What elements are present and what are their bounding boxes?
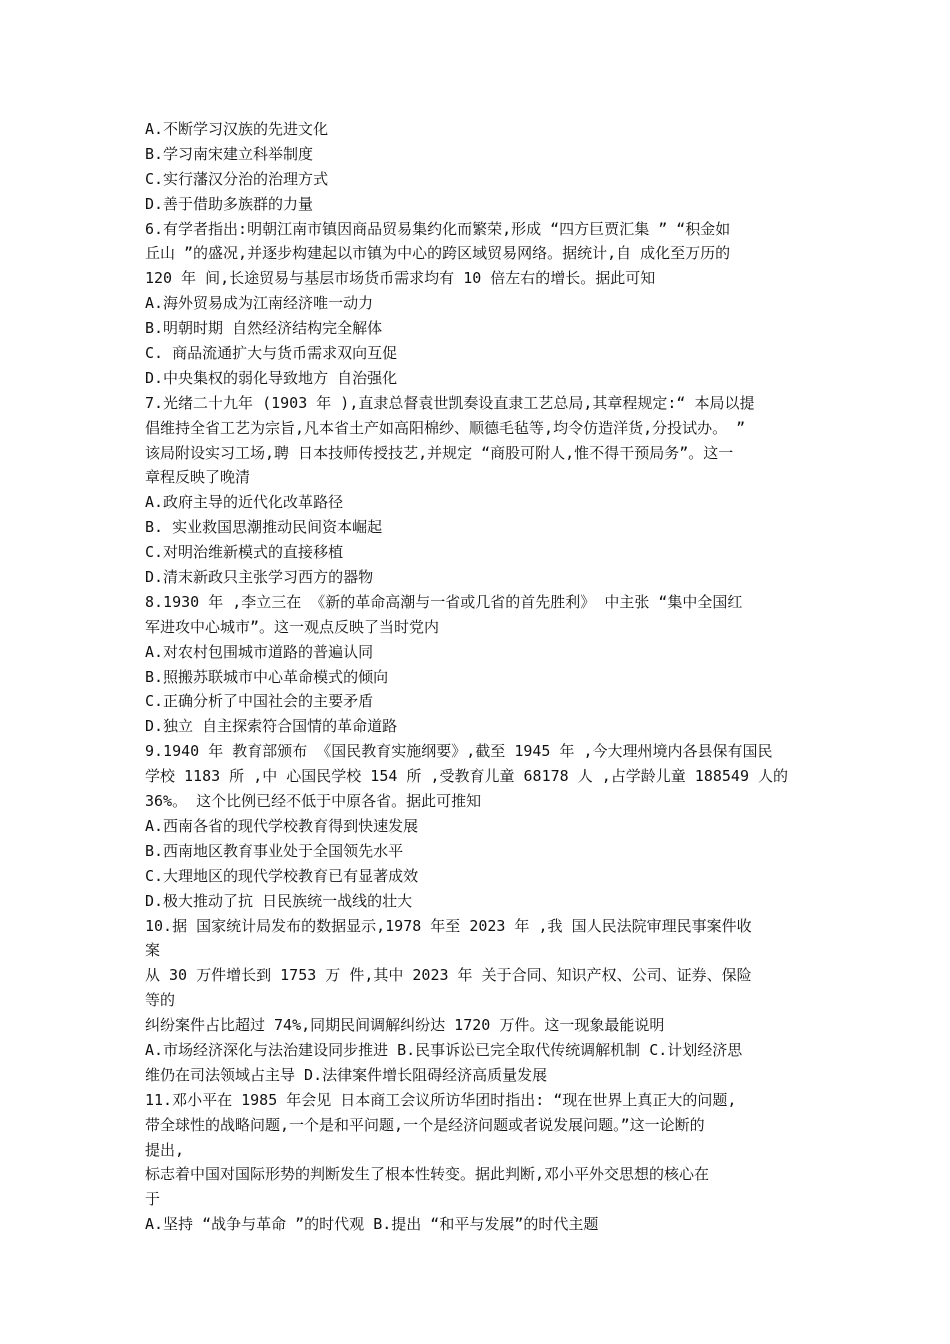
text-line: 案 [145,941,161,960]
text-line: C.正确分析了中国社会的主要矛盾 [145,692,374,711]
text-line: C.对明治维新模式的直接移植 [145,543,344,562]
text-line: D.中央集权的弱化导致地方 自治强化 [145,368,398,387]
text-line: B.照搬苏联城市中心革命模式的倾向 [145,667,389,686]
text-line: C.实行藩汉分治的治理方式 [145,169,329,188]
text-line: B.西南地区教育事业处于全国领先水平 [145,841,404,860]
text-line: 10.据 国家统计局发布的数据显示,1978 年至 2023 年 ,我 国人民法院审理民事案件收 [145,916,752,935]
text-line: B.学习南宋建立科举制度 [145,144,314,163]
text-line: 军进攻中心城市”。这一观点反映了当时党内 [145,617,440,636]
text-line: 该局附设实习工场,聘 日本技师传授技艺,并规定 “商股可附人,惟不得干预局务”。这一 [145,443,734,462]
text-line: 11.邓小平在 1985 年会见 日本商工会议所访华团时指出: “现在世界上真正大的问题, [145,1090,737,1109]
text-line: A.坚持 “战争与革命 ”的时代观 B.提出 “和平与发展”的时代主题 [145,1215,599,1234]
text-line: 纠纷案件占比超过 74%,同期民间调解纠纷达 1720 万件。这一现象最能说明 [145,1016,665,1035]
text-line: B. 实业救国思潮推动民间资本崛起 [145,518,383,537]
text-line: 学校 1183 所 ,中 心国民学校 154 所 ,受教育儿童 68178 人 ,占学龄儿童 188549 人的 [145,767,789,786]
text-line: 120 年 间,长途贸易与基层市场货币需求均有 10 倍左右的增长。据此可知 [145,269,656,288]
text-line: D.清末新政只主张学习西方的器物 [145,568,374,587]
text-line: 8.1930 年 ,李立三在 《新的革命高潮与一省或几省的首先胜利》 中主张 “集中全国红 [145,592,743,611]
text-line: 36%。 这个比例已经不低于中原各省。据此可推知 [145,792,482,811]
text-line: B.明朝时期 自然经济结构完全解体 [145,319,383,338]
text-line: 9.1940 年 教育部颁布 《国民教育实施纲要》,截至 1945 年 ,今大理州境内各县保有国民 [145,742,773,761]
text-line: 等的 [145,991,176,1010]
document-body [145,117,835,1237]
text-line: 从 30 万件增长到 1753 万 件,其中 2023 年 关于合同、知识产权、公司、证券、保险 [145,966,752,985]
text-line: 于 [145,1190,161,1209]
text-line: D.独立 自主探索符合国情的革命道路 [145,717,398,736]
text-line: D.极大推动了抗 日民族统一战线的壮大 [145,891,413,910]
text-line: A.对农村包围城市道路的普遍认同 [145,642,374,661]
text-line: 标志着中国对国际形势的判断发生了根本性转变。据此判断,邓小平外交思想的核心在 [145,1165,710,1184]
text-line: 7.光绪二十九年 (1903 年 ),直隶总督袁世凯奏设直隶工艺总局,其章程规定:“ 本局以提 [145,393,755,412]
text-line: A.西南各省的现代学校教育得到快速发展 [145,816,419,835]
text-line: A.市场经济深化与法治建设同步推进 B.民事诉讼已完全取代传统调解机制 C.计划经济思 [145,1040,743,1059]
text-line: 维仍在司法领域占主导 D.法律案件增长阻碍经济高质量发展 [145,1065,548,1084]
text-line: D.善于借助多族群的力量 [145,194,314,213]
text-line: 6.有学者指出:明朝江南市镇因商品贸易集约化而繁荣,形成 “四方巨贾汇集 ” “积金如 [145,219,731,238]
text-line: A.不断学习汉族的先进文化 [145,120,329,138]
text-line: A.海外贸易成为江南经济唯一动力 [145,294,374,313]
text-line: 提出, [145,1140,185,1159]
text-line: C. 商品流通扩大与货币需求双向互促 [145,344,398,363]
text-line: A.政府主导的近代化改革路径 [145,493,344,512]
text-line: 章程反映了晚清 [145,468,251,487]
text-line: 倡维持全省工艺为宗旨,凡本省土产如高阳棉纱、顺德毛毡等,均令仿造洋货,分投试办。 ” [145,418,746,437]
text-line: 带全球性的战略问题,一个是和平问题,一个是经济问题或者说发展问题。”这一论断的 [145,1115,705,1134]
text-line: 丘山 ”的盛况,并逐步构建起以市镇为中心的跨区域贸易网络。据统计,自 成化至万历的 [145,244,731,263]
text-line: C.大理地区的现代学校教育已有显著成效 [145,866,419,885]
